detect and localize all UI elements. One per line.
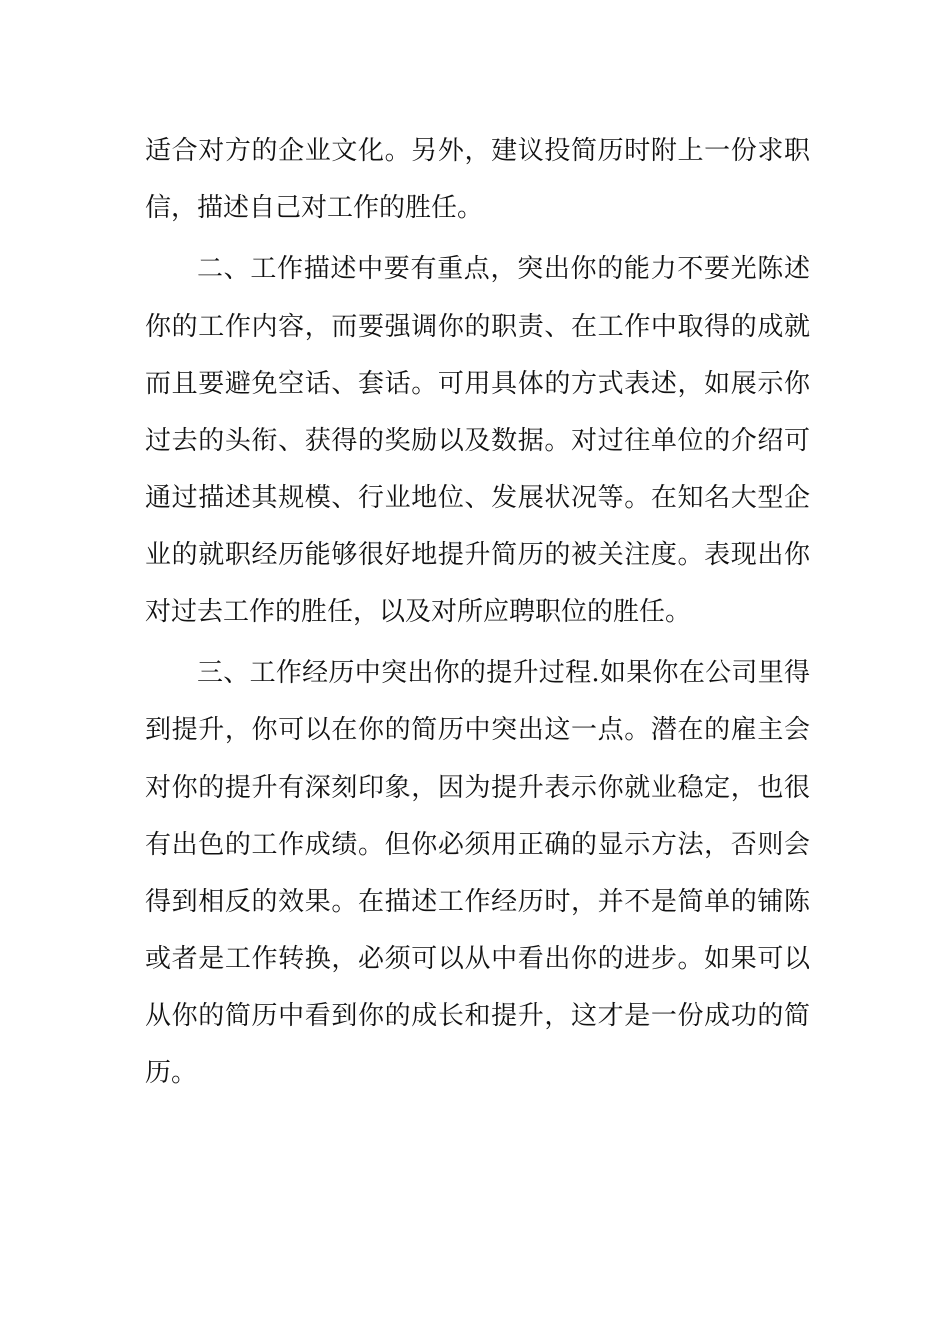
paragraph-2-line-6: 业的就职经历能够很好地提升简历的被关注度。表现出你: [145, 540, 810, 570]
paragraph-3-line-6: 或者是工作转换，必须可以从中看出你的进步。如果可以: [145, 944, 810, 974]
paragraph-3-line-8: 历。: [145, 1058, 198, 1088]
paragraph-3-line-2: 到提升，你可以在你的简历中突出这一点。潜在的雇主会: [145, 715, 810, 745]
paragraph-1-line-1: 适合对方的企业文化。另外，建议投简历时附上一份求职: [145, 136, 810, 166]
paragraph-1-line-2: 信，描述自己对工作的胜任。: [145, 193, 484, 223]
paragraph-2-line-5: 通过描述其规模、行业地位、发展状况等。在知名大型企: [145, 483, 810, 513]
paragraph-2-line-2: 你的工作内容，而要强调你的职责、在工作中取得的成就: [145, 312, 810, 342]
paragraph-3-line-4: 有出色的工作成绩。但你必须用正确的显示方法，否则会: [145, 830, 810, 860]
paragraph-3-line-7: 从你的简历中看到你的成长和提升，这才是一份成功的简: [145, 1001, 810, 1031]
paragraph-2-line-4: 过去的头衔、获得的奖励以及数据。对过往单位的介绍可: [145, 426, 810, 456]
paragraph-2-line-1: 二、工作描述中要有重点，突出你的能力不要光陈述: [197, 254, 810, 284]
paragraph-2-line-3: 而且要避免空话、套话。可用具体的方式表述，如展示你: [145, 369, 810, 399]
paragraph-3-line-5: 得到相反的效果。在描述工作经历时，并不是简单的铺陈: [145, 887, 810, 917]
paragraph-3-line-3: 对你的提升有深刻印象，因为提升表示你就业稳定，也很: [145, 773, 810, 803]
paragraph-2-line-7: 对过去工作的胜任，以及对所应聘职位的胜任。: [145, 597, 692, 627]
paragraph-3-line-1: 三、工作经历中突出你的提升过程.如果你在公司里得: [197, 658, 810, 688]
